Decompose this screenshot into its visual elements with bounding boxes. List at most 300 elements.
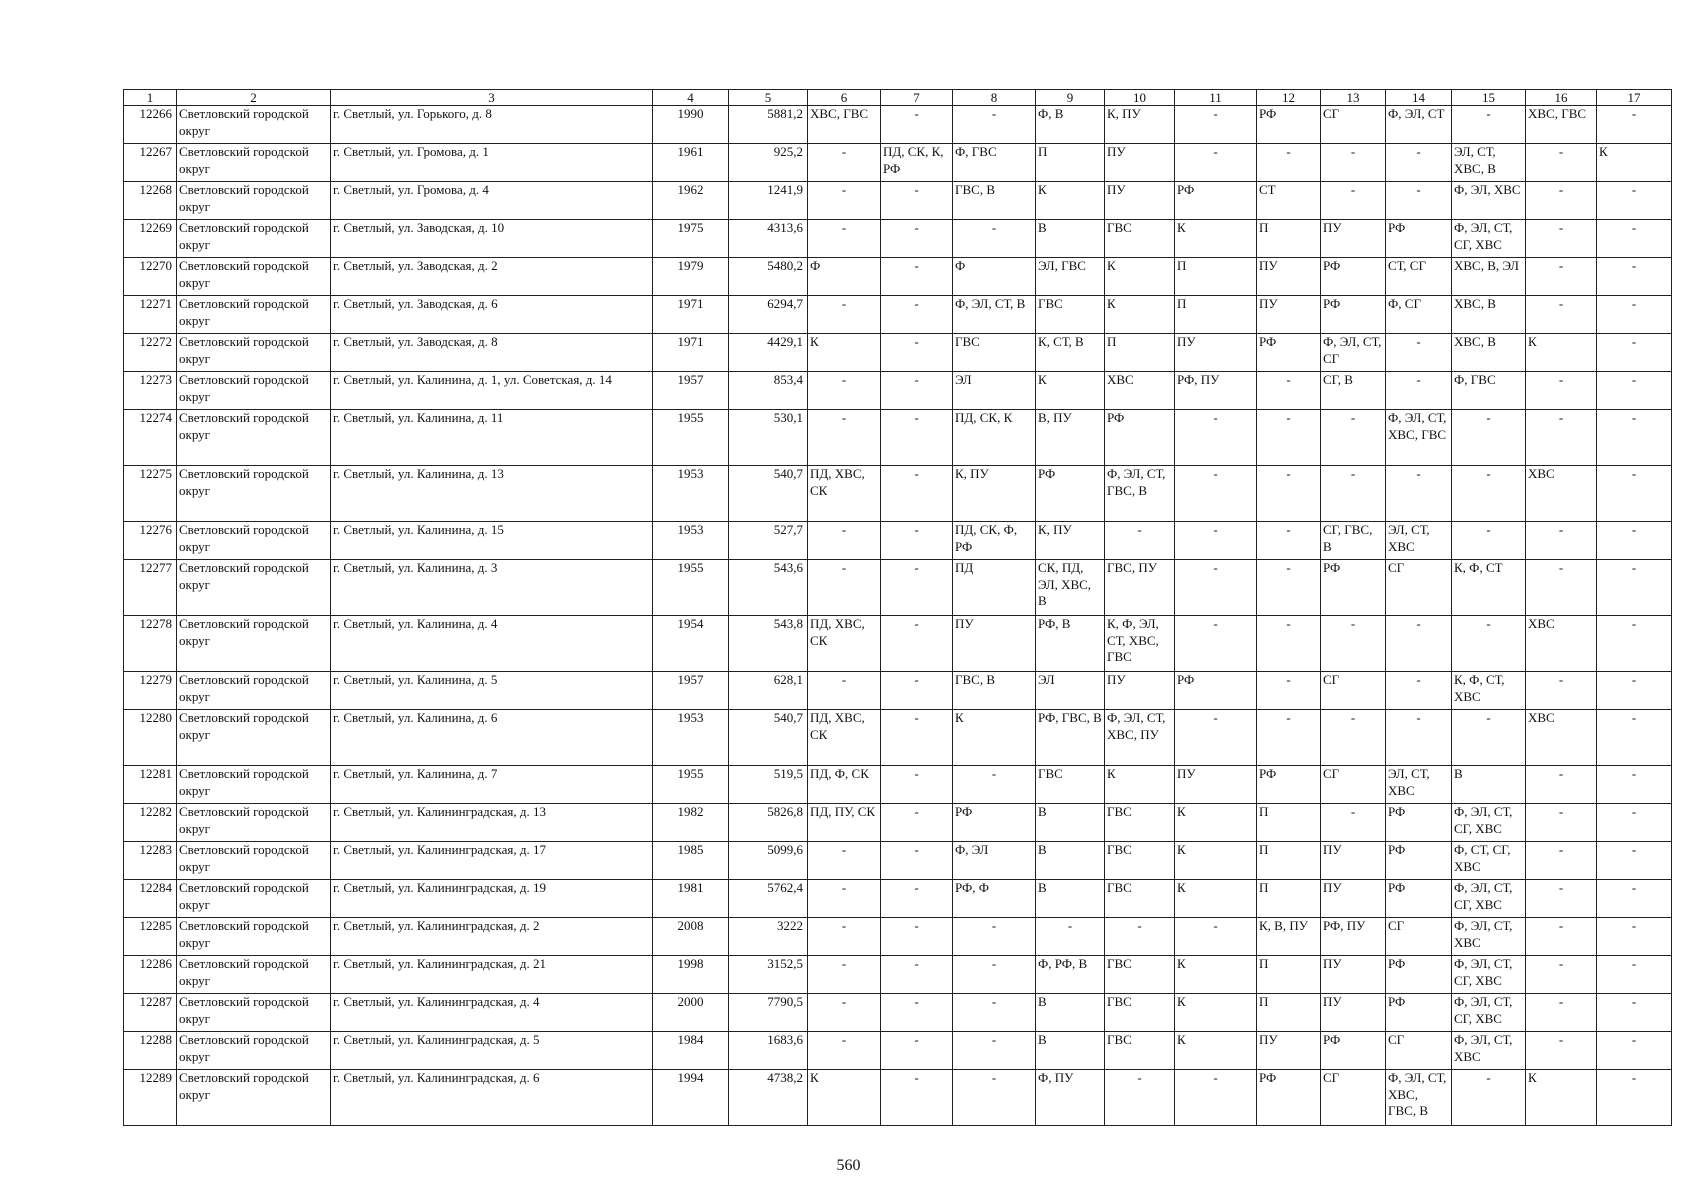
cell-col-15: Ф, ЭЛ, СТ, СГ, ХВС (1452, 994, 1526, 1032)
cell-col-10: П (1105, 334, 1175, 372)
cell-row-id: 12270 (124, 258, 177, 296)
cell-col-7: - (881, 616, 953, 672)
cell-col-8: - (953, 766, 1036, 804)
cell-municipality: Светловский городской округ (177, 956, 331, 994)
column-header-14: 14 (1386, 90, 1452, 106)
cell-col-16: - (1526, 994, 1597, 1032)
cell-col-15: - (1452, 410, 1526, 466)
cell-address: г. Светлый, ул. Калининградская, д. 2 (331, 918, 653, 956)
cell-area: 1241,9 (729, 182, 808, 220)
cell-address: г. Светлый, ул. Калинина, д. 3 (331, 560, 653, 616)
cell-col-12: ПУ (1257, 258, 1321, 296)
cell-area: 5881,2 (729, 106, 808, 144)
cell-col-13: СГ (1321, 1070, 1386, 1126)
cell-col-14: РФ (1386, 994, 1452, 1032)
cell-col-11: - (1175, 410, 1257, 466)
cell-col-6: - (808, 1032, 881, 1070)
cell-year-built: 1954 (653, 616, 729, 672)
column-header-16: 16 (1526, 90, 1597, 106)
cell-col-15: - (1452, 466, 1526, 522)
cell-col-7: - (881, 182, 953, 220)
cell-col-17: - (1597, 182, 1672, 220)
cell-col-12: - (1257, 616, 1321, 672)
cell-address: г. Светлый, ул. Калининградская, д. 4 (331, 994, 653, 1032)
cell-col-11: П (1175, 296, 1257, 334)
cell-col-11: - (1175, 710, 1257, 766)
cell-col-11: - (1175, 560, 1257, 616)
cell-col-17: - (1597, 956, 1672, 994)
cell-col-7: - (881, 522, 953, 560)
cell-area: 543,6 (729, 560, 808, 616)
cell-col-8: - (953, 220, 1036, 258)
cell-col-16: - (1526, 560, 1597, 616)
cell-col-15: Ф, СТ, СГ, ХВС (1452, 842, 1526, 880)
cell-municipality: Светловский городской округ (177, 1070, 331, 1126)
cell-col-15: Ф, ЭЛ, СТ, СГ, ХВС (1452, 880, 1526, 918)
column-header-1: 1 (124, 90, 177, 106)
cell-area: 540,7 (729, 466, 808, 522)
cell-col-15: К, Ф, СТ, ХВС (1452, 672, 1526, 710)
cell-col-7: ПД, СК, К, РФ (881, 144, 953, 182)
cell-col-11: - (1175, 522, 1257, 560)
column-header-13: 13 (1321, 90, 1386, 106)
cell-col-13: ПУ (1321, 956, 1386, 994)
cell-col-12: СТ (1257, 182, 1321, 220)
cell-col-11: - (1175, 616, 1257, 672)
cell-address: г. Светлый, ул. Калинина, д. 13 (331, 466, 653, 522)
cell-col-7: - (881, 766, 953, 804)
cell-col-6: ПД, Ф, СК (808, 766, 881, 804)
cell-col-16: ХВС, ГВС (1526, 106, 1597, 144)
cell-col-6: К (808, 334, 881, 372)
cell-col-11: РФ (1175, 182, 1257, 220)
cell-year-built: 1971 (653, 334, 729, 372)
cell-area: 5762,4 (729, 880, 808, 918)
cell-col-10: Ф, ЭЛ, СТ, ГВС, В (1105, 466, 1175, 522)
cell-year-built: 1961 (653, 144, 729, 182)
cell-col-8: - (953, 106, 1036, 144)
cell-col-11: - (1175, 466, 1257, 522)
cell-col-9: К (1036, 182, 1105, 220)
cell-address: г. Светлый, ул. Калининградская, д. 17 (331, 842, 653, 880)
cell-area: 925,2 (729, 144, 808, 182)
cell-col-7: - (881, 258, 953, 296)
table-row (124, 220, 1672, 258)
cell-col-12: П (1257, 804, 1321, 842)
cell-row-id: 12273 (124, 372, 177, 410)
column-header-10: 10 (1105, 90, 1175, 106)
cell-col-13: - (1321, 182, 1386, 220)
column-header-6: 6 (808, 90, 881, 106)
cell-year-built: 1985 (653, 842, 729, 880)
cell-year-built: 1955 (653, 560, 729, 616)
cell-col-10: ГВС (1105, 880, 1175, 918)
cell-address: г. Светлый, ул. Горького, д. 8 (331, 106, 653, 144)
cell-municipality: Светловский городской округ (177, 710, 331, 766)
cell-col-14: РФ (1386, 220, 1452, 258)
table-row (124, 334, 1672, 372)
cell-col-15: - (1452, 1070, 1526, 1126)
cell-area: 4429,1 (729, 334, 808, 372)
cell-col-17: - (1597, 672, 1672, 710)
cell-col-13: Ф, ЭЛ, СТ, СГ (1321, 334, 1386, 372)
cell-municipality: Светловский городской округ (177, 560, 331, 616)
column-header-7: 7 (881, 90, 953, 106)
cell-col-14: - (1386, 182, 1452, 220)
cell-row-id: 12275 (124, 466, 177, 522)
cell-address: г. Светлый, ул. Калининградская, д. 5 (331, 1032, 653, 1070)
column-header-12: 12 (1257, 90, 1321, 106)
cell-col-12: - (1257, 522, 1321, 560)
cell-area: 3222 (729, 918, 808, 956)
cell-col-8: Ф (953, 258, 1036, 296)
cell-col-15: - (1452, 710, 1526, 766)
cell-year-built: 1981 (653, 880, 729, 918)
cell-address: г. Светлый, ул. Громова, д. 4 (331, 182, 653, 220)
column-header-3: 3 (331, 90, 653, 106)
cell-address: г. Светлый, ул. Калининградская, д. 19 (331, 880, 653, 918)
cell-col-17: - (1597, 522, 1672, 560)
cell-col-8: Ф, ЭЛ, СТ, В (953, 296, 1036, 334)
cell-col-10: - (1105, 522, 1175, 560)
cell-col-11: К (1175, 1032, 1257, 1070)
cell-col-17: - (1597, 842, 1672, 880)
cell-address: г. Светлый, ул. Громова, д. 1 (331, 144, 653, 182)
cell-address: г. Светлый, ул. Заводская, д. 6 (331, 296, 653, 334)
cell-row-id: 12283 (124, 842, 177, 880)
cell-col-16: К (1526, 1070, 1597, 1126)
cell-col-6: - (808, 956, 881, 994)
cell-col-13: - (1321, 410, 1386, 466)
cell-address: г. Светлый, ул. Калинина, д. 7 (331, 766, 653, 804)
cell-col-10: К, Ф, ЭЛ, СТ, ХВС, ГВС (1105, 616, 1175, 672)
cell-col-16: - (1526, 410, 1597, 466)
table-row (124, 560, 1672, 616)
table-row (124, 1032, 1672, 1070)
cell-col-6: К (808, 1070, 881, 1126)
cell-col-7: - (881, 372, 953, 410)
cell-col-16: - (1526, 182, 1597, 220)
cell-col-13: ПУ (1321, 842, 1386, 880)
cell-col-14: РФ (1386, 804, 1452, 842)
cell-col-8: ПУ (953, 616, 1036, 672)
cell-col-7: - (881, 1070, 953, 1126)
cell-row-id: 12271 (124, 296, 177, 334)
cell-row-id: 12276 (124, 522, 177, 560)
cell-address: г. Светлый, ул. Калининградская, д. 21 (331, 956, 653, 994)
cell-col-9: П (1036, 144, 1105, 182)
cell-col-12: П (1257, 994, 1321, 1032)
cell-col-6: ХВС, ГВС (808, 106, 881, 144)
cell-col-6: - (808, 672, 881, 710)
cell-area: 4313,6 (729, 220, 808, 258)
cell-municipality: Светловский городской округ (177, 372, 331, 410)
cell-area: 6294,7 (729, 296, 808, 334)
cell-col-9: ЭЛ (1036, 672, 1105, 710)
cell-col-11: ПУ (1175, 334, 1257, 372)
table-row (124, 804, 1672, 842)
cell-col-9: ГВС (1036, 296, 1105, 334)
cell-row-id: 12282 (124, 804, 177, 842)
cell-col-11: - (1175, 1070, 1257, 1126)
cell-col-17: - (1597, 1070, 1672, 1126)
cell-col-17: К (1597, 144, 1672, 182)
cell-col-7: - (881, 804, 953, 842)
cell-col-10: РФ (1105, 410, 1175, 466)
cell-col-8: ПД, СК, К (953, 410, 1036, 466)
cell-municipality: Светловский городской округ (177, 994, 331, 1032)
cell-col-12: - (1257, 560, 1321, 616)
cell-col-8: Ф, ГВС (953, 144, 1036, 182)
cell-col-8: К, ПУ (953, 466, 1036, 522)
cell-col-9: РФ, В (1036, 616, 1105, 672)
cell-col-13: ПУ (1321, 220, 1386, 258)
cell-row-id: 12288 (124, 1032, 177, 1070)
cell-col-9: Ф, В (1036, 106, 1105, 144)
cell-year-built: 1953 (653, 522, 729, 560)
cell-col-6: ПД, ХВС, СК (808, 710, 881, 766)
cell-col-15: Ф, ЭЛ, СТ, СГ, ХВС (1452, 804, 1526, 842)
cell-col-12: П (1257, 220, 1321, 258)
cell-col-13: СГ, В (1321, 372, 1386, 410)
cell-col-15: ХВС, В (1452, 296, 1526, 334)
cell-year-built: 1957 (653, 372, 729, 410)
cell-col-16: ХВС (1526, 616, 1597, 672)
column-header-9: 9 (1036, 90, 1105, 106)
cell-col-13: РФ (1321, 258, 1386, 296)
cell-year-built: 2000 (653, 994, 729, 1032)
cell-year-built: 1994 (653, 1070, 729, 1126)
table-row (124, 616, 1672, 672)
cell-municipality: Светловский городской округ (177, 804, 331, 842)
cell-col-6: - (808, 994, 881, 1032)
cell-col-7: - (881, 296, 953, 334)
cell-col-17: - (1597, 766, 1672, 804)
cell-row-id: 12280 (124, 710, 177, 766)
column-header-2: 2 (177, 90, 331, 106)
table-row (124, 410, 1672, 466)
cell-col-10: ГВС, ПУ (1105, 560, 1175, 616)
table-row (124, 766, 1672, 804)
cell-municipality: Светловский городской округ (177, 522, 331, 560)
cell-year-built: 1984 (653, 1032, 729, 1070)
cell-col-6: - (808, 296, 881, 334)
cell-col-11: К (1175, 804, 1257, 842)
cell-col-12: П (1257, 880, 1321, 918)
cell-col-13: - (1321, 144, 1386, 182)
cell-row-id: 12278 (124, 616, 177, 672)
cell-municipality: Светловский городской округ (177, 672, 331, 710)
cell-col-7: - (881, 994, 953, 1032)
cell-col-10: ПУ (1105, 144, 1175, 182)
cell-col-6: - (808, 880, 881, 918)
cell-year-built: 1990 (653, 106, 729, 144)
cell-col-15: Ф, ЭЛ, СТ, ХВС (1452, 1032, 1526, 1070)
cell-col-14: СГ (1386, 918, 1452, 956)
cell-col-14: Ф, СГ (1386, 296, 1452, 334)
cell-col-7: - (881, 466, 953, 522)
cell-col-10: К (1105, 766, 1175, 804)
cell-col-16: ХВС (1526, 710, 1597, 766)
cell-col-17: - (1597, 880, 1672, 918)
cell-col-10: ГВС (1105, 220, 1175, 258)
cell-col-15: ЭЛ, СТ, ХВС, В (1452, 144, 1526, 182)
cell-col-9: В (1036, 880, 1105, 918)
cell-col-12: П (1257, 842, 1321, 880)
cell-municipality: Светловский городской округ (177, 296, 331, 334)
cell-municipality: Светловский городской округ (177, 842, 331, 880)
cell-col-15: Ф, ГВС (1452, 372, 1526, 410)
cell-col-17: - (1597, 220, 1672, 258)
cell-municipality: Светловский городской округ (177, 466, 331, 522)
cell-col-15: ХВС, В (1452, 334, 1526, 372)
cell-municipality: Светловский городской округ (177, 106, 331, 144)
cell-col-6: ПД, ХВС, СК (808, 466, 881, 522)
cell-col-16: - (1526, 672, 1597, 710)
cell-col-7: - (881, 560, 953, 616)
cell-col-17: - (1597, 804, 1672, 842)
column-header-11: 11 (1175, 90, 1257, 106)
cell-col-14: - (1386, 334, 1452, 372)
cell-col-12: - (1257, 466, 1321, 522)
cell-row-id: 12277 (124, 560, 177, 616)
cell-row-id: 12279 (124, 672, 177, 710)
cell-address: г. Светлый, ул. Калининградская, д. 13 (331, 804, 653, 842)
cell-col-10: К (1105, 296, 1175, 334)
cell-col-10: ХВС (1105, 372, 1175, 410)
cell-col-9: ГВС (1036, 766, 1105, 804)
cell-col-16: - (1526, 918, 1597, 956)
cell-col-8: ПД, СК, Ф, РФ (953, 522, 1036, 560)
cell-year-built: 1979 (653, 258, 729, 296)
column-header-4: 4 (653, 90, 729, 106)
cell-col-9: К (1036, 372, 1105, 410)
cell-col-16: - (1526, 144, 1597, 182)
cell-col-16: - (1526, 956, 1597, 994)
cell-col-12: РФ (1257, 1070, 1321, 1126)
column-number-header (124, 90, 1672, 106)
cell-col-9: ЭЛ, ГВС (1036, 258, 1105, 296)
cell-col-7: - (881, 710, 953, 766)
cell-col-9: В (1036, 842, 1105, 880)
cell-address: г. Светлый, ул. Калинина, д. 15 (331, 522, 653, 560)
cell-col-17: - (1597, 410, 1672, 466)
table-row (124, 372, 1672, 410)
cell-col-9: Ф, РФ, В (1036, 956, 1105, 994)
cell-col-14: - (1386, 616, 1452, 672)
table-row (124, 466, 1672, 522)
cell-address: г. Светлый, ул. Калининградская, д. 6 (331, 1070, 653, 1126)
cell-col-8: Ф, ЭЛ (953, 842, 1036, 880)
cell-col-10: ГВС (1105, 804, 1175, 842)
cell-col-11: К (1175, 880, 1257, 918)
cell-col-7: - (881, 672, 953, 710)
cell-col-16: - (1526, 220, 1597, 258)
cell-col-11: РФ (1175, 672, 1257, 710)
cell-municipality: Светловский городской округ (177, 1032, 331, 1070)
cell-municipality: Светловский городской округ (177, 144, 331, 182)
cell-col-14: - (1386, 466, 1452, 522)
cell-col-14: СГ (1386, 560, 1452, 616)
cell-col-7: - (881, 334, 953, 372)
cell-col-8: - (953, 994, 1036, 1032)
cell-col-16: - (1526, 880, 1597, 918)
table-row (124, 994, 1672, 1032)
cell-col-13: - (1321, 710, 1386, 766)
cell-col-6: ПД, ХВС, СК (808, 616, 881, 672)
cell-area: 527,7 (729, 522, 808, 560)
cell-year-built: 1982 (653, 804, 729, 842)
cell-col-17: - (1597, 296, 1672, 334)
cell-col-7: - (881, 220, 953, 258)
cell-col-8: ГВС (953, 334, 1036, 372)
cell-municipality: Светловский городской округ (177, 616, 331, 672)
cell-col-9: В (1036, 1032, 1105, 1070)
cell-col-6: ПД, ПУ, СК (808, 804, 881, 842)
cell-col-10: ГВС (1105, 956, 1175, 994)
cell-col-9: В (1036, 220, 1105, 258)
cell-col-9: - (1036, 918, 1105, 956)
table-row (124, 258, 1672, 296)
cell-col-9: В (1036, 994, 1105, 1032)
cell-col-7: - (881, 1032, 953, 1070)
cell-municipality: Светловский городской округ (177, 220, 331, 258)
cell-col-17: - (1597, 466, 1672, 522)
cell-col-17: - (1597, 372, 1672, 410)
cell-col-16: ХВС (1526, 466, 1597, 522)
cell-col-6: - (808, 220, 881, 258)
cell-col-15: ХВС, В, ЭЛ (1452, 258, 1526, 296)
cell-col-13: ПУ (1321, 994, 1386, 1032)
page-number: 560 (836, 1157, 861, 1174)
cell-row-id: 12272 (124, 334, 177, 372)
cell-col-10: Ф, ЭЛ, СТ, ХВС, ПУ (1105, 710, 1175, 766)
cell-col-15: Ф, ЭЛ, СТ, ХВС (1452, 918, 1526, 956)
cell-col-14: СГ (1386, 1032, 1452, 1070)
table-row (124, 296, 1672, 334)
cell-municipality: Светловский городской округ (177, 918, 331, 956)
cell-col-15: - (1452, 522, 1526, 560)
cell-col-13: СГ (1321, 106, 1386, 144)
cell-col-12: - (1257, 672, 1321, 710)
cell-area: 628,1 (729, 672, 808, 710)
cell-col-12: РФ (1257, 106, 1321, 144)
cell-col-8: - (953, 918, 1036, 956)
table-row (124, 522, 1672, 560)
cell-col-16: - (1526, 766, 1597, 804)
cell-area: 530,1 (729, 410, 808, 466)
cell-col-16: - (1526, 522, 1597, 560)
cell-col-15: В (1452, 766, 1526, 804)
cell-col-8: РФ (953, 804, 1036, 842)
cell-municipality: Светловский городской округ (177, 766, 331, 804)
cell-col-6: - (808, 560, 881, 616)
cell-year-built: 2008 (653, 918, 729, 956)
cell-col-9: Ф, ПУ (1036, 1070, 1105, 1126)
cell-col-8: - (953, 956, 1036, 994)
cell-col-6: - (808, 842, 881, 880)
cell-col-8: ПД (953, 560, 1036, 616)
cell-col-8: - (953, 1070, 1036, 1126)
cell-col-6: - (808, 372, 881, 410)
cell-col-10: К (1105, 258, 1175, 296)
cell-col-14: СТ, СГ (1386, 258, 1452, 296)
cell-address: г. Светлый, ул. Калинина, д. 1, ул. Советская, д. 14 (331, 372, 653, 410)
cell-municipality: Светловский городской округ (177, 258, 331, 296)
cell-address: г. Светлый, ул. Заводская, д. 10 (331, 220, 653, 258)
cell-col-17: - (1597, 560, 1672, 616)
cell-col-10: - (1105, 1070, 1175, 1126)
